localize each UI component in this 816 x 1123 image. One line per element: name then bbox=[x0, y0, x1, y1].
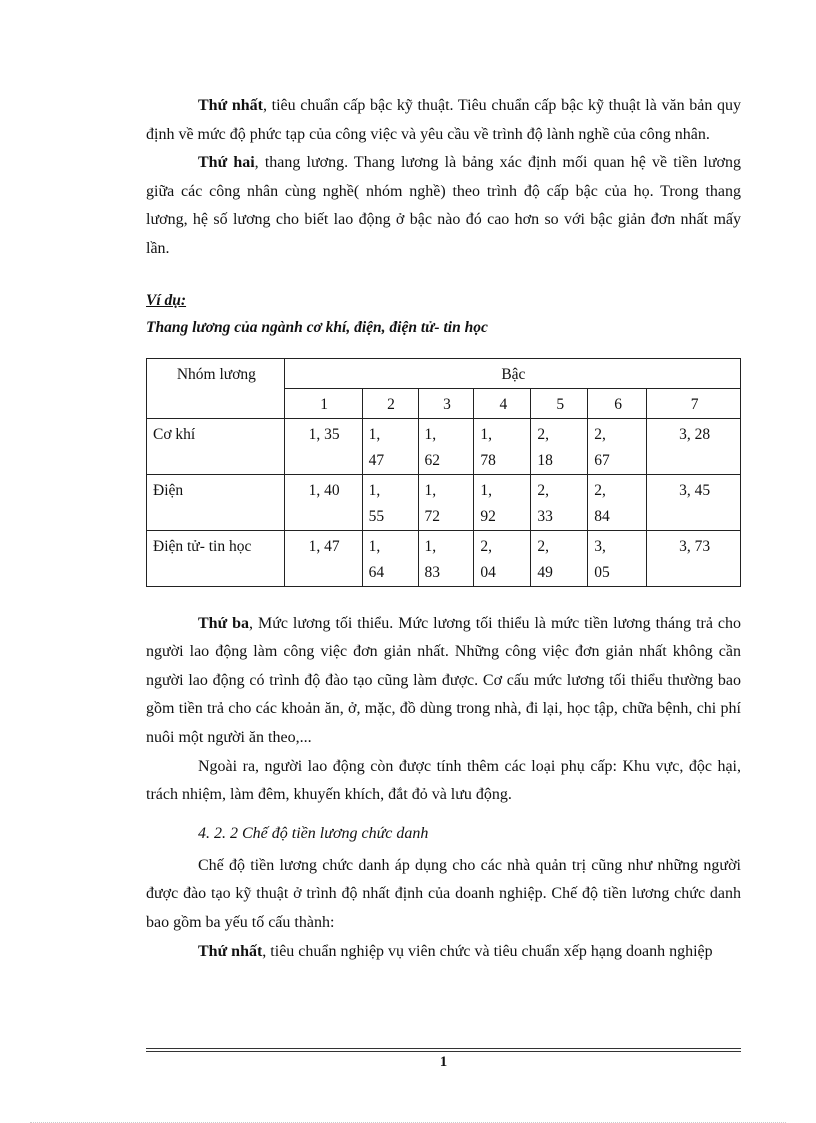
paragraph-professional-standard bbox=[146, 938, 741, 967]
coef-cell bbox=[362, 474, 418, 530]
coef-part: 84 bbox=[594, 507, 610, 525]
paragraph-text: , tiêu chuẩn nghiệp vụ viên chức và tiêu chuẩn xếp hạng doanh nghiệp bbox=[262, 942, 713, 960]
coef-cell: 1, 47 bbox=[284, 530, 362, 586]
footer-rule-top bbox=[146, 1048, 741, 1049]
example-label: Ví dụ: bbox=[146, 291, 187, 309]
coef-part: 62 bbox=[424, 451, 440, 469]
level-cell: 5 bbox=[531, 388, 588, 418]
coef-cell bbox=[474, 418, 531, 474]
coef-part: 05 bbox=[594, 563, 610, 581]
coef-part: 64 bbox=[368, 563, 385, 581]
coef-part: 3, bbox=[594, 537, 606, 555]
paragraph-lead: Thứ nhất bbox=[198, 942, 263, 960]
coef-cell bbox=[418, 418, 474, 474]
coef-cell bbox=[588, 474, 647, 530]
coef-part: 47 bbox=[368, 451, 385, 469]
header-level: Bậc bbox=[284, 358, 740, 388]
table-row bbox=[147, 530, 741, 586]
paragraph-text: , thang lương. Thang lương là bảng xác định mối quan hệ về tiền lương giữa các công nhân cùng nghề( nhóm nghề) theo trình độ cấp bậc của họ. Trong thang lương, hệ số lương cho biết lao động ở bậc nào đó cao hơn so với bậc giản đơn nhất mấy lần. bbox=[146, 154, 742, 257]
section-heading: 4. 2. 2 Chế độ tiền lương chức danh bbox=[198, 824, 429, 842]
coef-cell: 3, 73 bbox=[647, 530, 741, 586]
coef-part: 92 bbox=[480, 507, 496, 525]
paragraph-text: Chế độ tiền lương chức danh áp dụng cho các nhà quản trị cũng như những người được đào tạo kỹ thuật ở trình độ nhất định của doanh nghiệp. Chế độ tiền lương chức danh bao gồm ba yếu tố cấu thành: bbox=[146, 856, 741, 931]
coef-part: 1, bbox=[368, 481, 381, 499]
coef-part: 2, bbox=[480, 537, 493, 555]
level-cell: 6 bbox=[588, 388, 647, 418]
coef-part: 78 bbox=[480, 451, 496, 469]
coef-part: 2, bbox=[537, 481, 549, 499]
coef-part: 2, bbox=[594, 425, 606, 443]
paragraph-text: , tiêu chuẩn cấp bậc kỹ thuật. Tiêu chuẩn cấp bậc kỹ thuật là văn bản quy định về mức độ phức tạp của công việc và yêu cầu về trình độ lành nghề của công nhân. bbox=[146, 97, 742, 143]
level-cell: 4 bbox=[474, 388, 531, 418]
coef-cell: 1, 35 bbox=[284, 418, 362, 474]
coef-cell: 1, 40 bbox=[284, 474, 362, 530]
coef-part: 2, bbox=[537, 537, 549, 555]
example-block bbox=[146, 287, 741, 341]
paragraph-lead: Thứ ba bbox=[198, 614, 250, 632]
coef-part: 67 bbox=[594, 451, 610, 469]
paragraph-allowances bbox=[146, 753, 741, 810]
coef-cell bbox=[531, 530, 588, 586]
table-header-row bbox=[147, 358, 741, 388]
level-cell: 3 bbox=[418, 388, 474, 418]
row-name: Điện bbox=[147, 474, 285, 530]
coef-part: 33 bbox=[537, 507, 553, 525]
paragraph-text: Ngoài ra, người lao động còn được tính thêm các loại phụ cấp: Khu vực, độc hại, trách nhiệm, làm đêm, khuyến khích, đắt đỏ và lưu động. bbox=[146, 757, 741, 804]
coef-part: 49 bbox=[537, 563, 553, 581]
level-cell: 2 bbox=[362, 388, 418, 418]
coef-cell bbox=[531, 474, 588, 530]
paragraph-text: , Mức lương tối thiểu. Mức lương tối thiểu là mức tiền lương tháng trả cho người lao động làm công việc đơn giản nhất. Những công việc đơn giản nhất không cần người lao động có trình độ đào tạo cũng làm được. Cơ cấu mức lương tối thiểu thường bao gồm tiền trả cho các khoản ăn, ở, mặc, đồ dùng trong nhà, đi lại, học tập, chữa bệnh, chi phí nuôi một người ăn theo,... bbox=[146, 614, 742, 746]
coef-part: 2, bbox=[594, 481, 606, 499]
row-name: Điện tử- tin học bbox=[147, 530, 285, 586]
table-row bbox=[147, 418, 741, 474]
coef-part: 1, bbox=[368, 537, 381, 555]
coef-cell bbox=[362, 530, 418, 586]
coef-cell bbox=[474, 474, 531, 530]
coef-part: 1, bbox=[480, 481, 493, 499]
table-row bbox=[147, 474, 741, 530]
level-cell: 7 bbox=[647, 388, 741, 418]
coef-part: 1, bbox=[424, 537, 437, 555]
row-name: Cơ khí bbox=[147, 418, 285, 474]
paragraph-title-based-pay bbox=[146, 852, 741, 938]
coef-part: 1, bbox=[480, 425, 493, 443]
salary-scale-table bbox=[146, 358, 741, 587]
coef-cell bbox=[531, 418, 588, 474]
level-cell: 1 bbox=[284, 388, 362, 418]
coef-part: 1, bbox=[424, 481, 437, 499]
coef-part: 2, bbox=[537, 425, 549, 443]
paragraph-lead: Thứ hai bbox=[198, 154, 255, 172]
coef-part: 1, bbox=[368, 425, 381, 443]
footer-rule-bottom bbox=[146, 1051, 741, 1052]
paragraph-technical-standard bbox=[146, 92, 741, 149]
paragraph-lead: Thứ nhất bbox=[198, 97, 263, 114]
coef-cell bbox=[418, 474, 474, 530]
paragraph-minimum-wage bbox=[146, 610, 741, 753]
coef-part: 55 bbox=[368, 507, 385, 525]
coef-cell bbox=[588, 418, 647, 474]
coef-cell bbox=[588, 530, 647, 586]
coef-cell: 3, 28 bbox=[647, 418, 741, 474]
coef-cell bbox=[474, 530, 531, 586]
coef-cell: 3, 45 bbox=[647, 474, 741, 530]
example-title: Thang lương của ngành cơ khí, điện, điện tử- tin học bbox=[146, 318, 488, 336]
coef-part: 18 bbox=[537, 451, 553, 469]
coef-cell bbox=[362, 418, 418, 474]
coef-cell bbox=[418, 530, 474, 586]
paragraph-salary-scale bbox=[146, 149, 741, 263]
document-page bbox=[146, 92, 741, 966]
coef-part: 1, bbox=[424, 425, 437, 443]
coef-part: 83 bbox=[424, 563, 440, 581]
coef-part: 72 bbox=[424, 507, 440, 525]
page-number: 1 bbox=[439, 1054, 448, 1070]
header-salary-group: Nhóm lương bbox=[147, 358, 285, 418]
coef-part: 04 bbox=[480, 563, 496, 581]
